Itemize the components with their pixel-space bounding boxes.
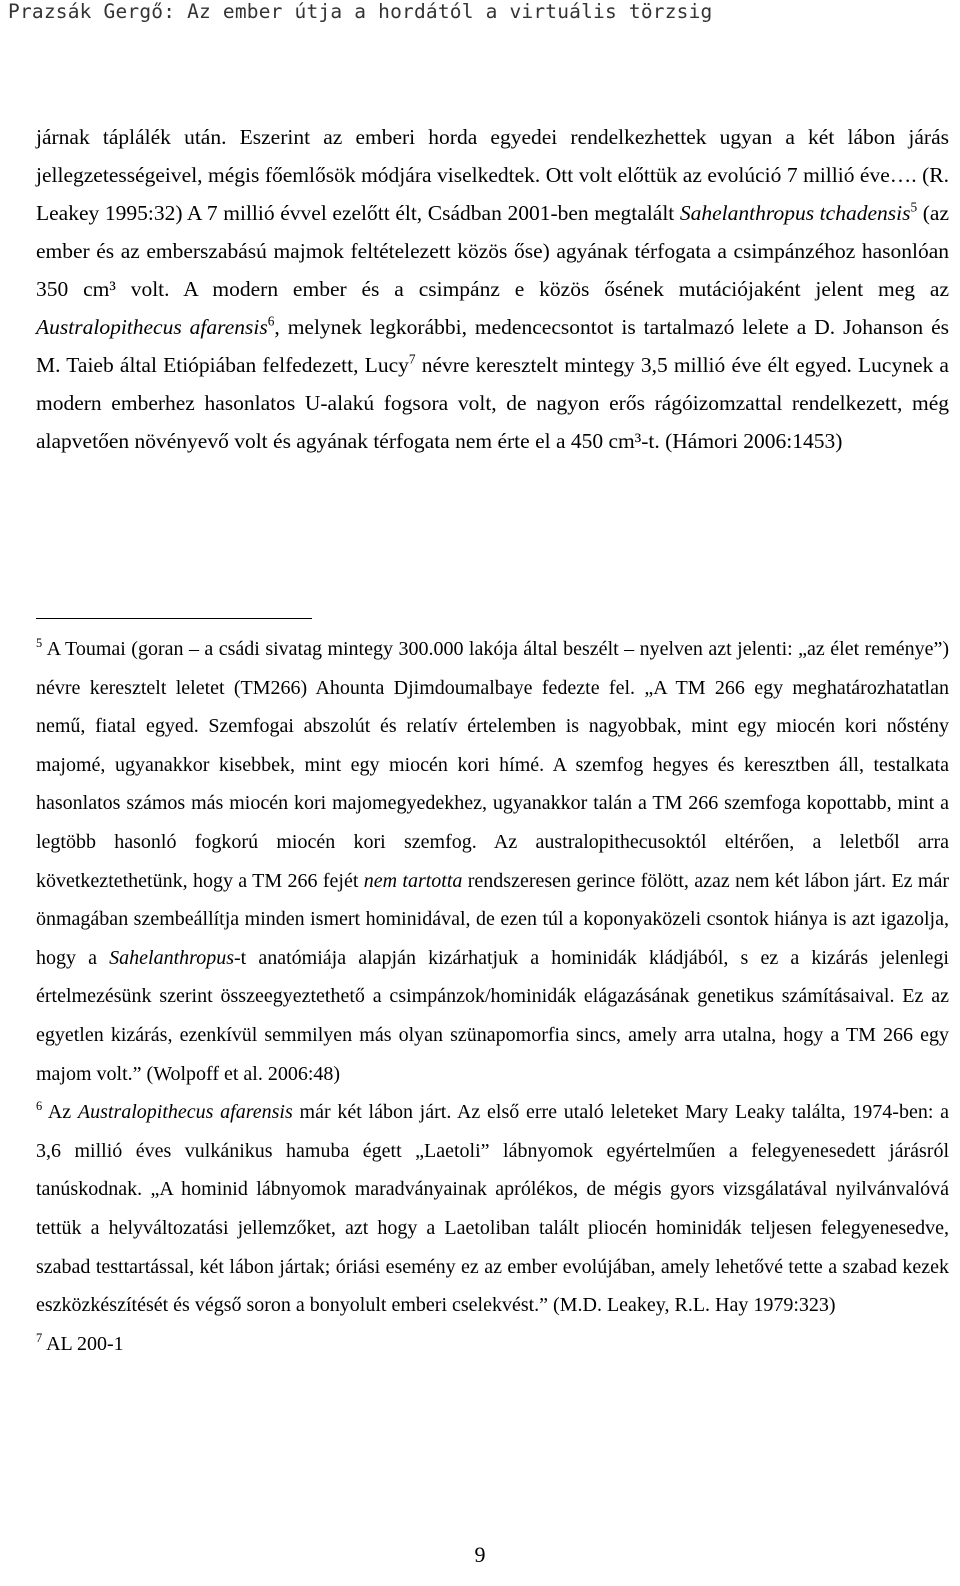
footnote-text: már két lábon járt. Az első erre utaló leleteket Mary Leaky találta, 1974-ben: a 3,6 millió éves vulkánikus hamuba égett „Laetoli” lábnyomok egyértelműen a felegyenesedett járásról tanúskodnak. „A hominid lábnyomok maradványainak aprólékos, de mégis gyors vizsgálatával nyilvánvalóvá tettük a helyváltozatási jellemzőket, azt hogy a Laetoliban talált pliocén hominidák teljesen felegyenesedve, szabad testtartással, két lábon jártak; óriási esemény ez az ember evolújában, amely lehetővé tette a szabad kezek eszközkészítését és végső soron a bonyolult emberi cselekvést.” (M.D. Leakey, R.L. Hay 1979:323) [36, 1101, 949, 1317]
footnote-text: AL 200-1 [42, 1332, 124, 1355]
taxon-name: Australopithecus afarensis [77, 1101, 293, 1124]
footnote-italic: nem tartotta [363, 869, 463, 892]
taxon-name: Sahelanthropus tchadensis [679, 201, 911, 225]
body-paragraph [36, 118, 949, 460]
footnote-ref-6: 6 [267, 313, 275, 329]
footnote-number: 6 [36, 1099, 43, 1114]
footnote-number: 7 [36, 1330, 43, 1345]
footnote-text: A Toumai (goran – a csádi sivatag mintegy 300.000 lakója által beszélt – nyelven azt jelenti: „az élet reménye”) névre keresztelt leletet (TM266) Ahounta Djimdoumalbaye fedezte fel. „A TM 266 egy meghatározhatatlan nemű, fiatal egyed. Szemfogai abszolút és relatív értelemben is nagyobbak, mint egy miocén kori nőstény majomé, ugyanakkor kisebbek, mint egy miocén kori hímé. A szemfog hegyes és keresztben áll, testalkata hasonlatos számos más miocén kori majomegyedekhez, ugyanakkor talán a TM 266 szemfoga kopottabb, mint a legtöbb hasonló fogkorú miocén kori szemfog. Az australopithecusoktól eltérően, a leletből arra következtethetünk, hogy a TM 266 fejét [36, 638, 949, 892]
footnote-separator [36, 618, 312, 619]
footnote-ref-7: 7 [408, 351, 416, 367]
footnote-5 [36, 630, 949, 1093]
footnote-7 [36, 1325, 949, 1364]
page-number: 9 [474, 1542, 486, 1567]
footnote-text: rendszeresen gerince fölött, azaz nem két lábon járt. Ez már önmagában szembeállítja minden ismert hominidával, de ezen túl a koponyaközeli csontok hiánya is azt igazolja, hogy a [36, 869, 949, 969]
body-text: (az ember és az emberszabású majmok feltételezett közös őse) agyának térfogata a csimpánzéhoz hasonlóan 350 cm³ volt. A modern ember és a csimpánz e közös ősének mutációjaként jelent meg az [36, 201, 949, 301]
body-text: járnak táplálék után. Eszerint az emberi horda egyedei rendelkezhettek ugyan a két lábon járás jellegzetességeivel, mégis főemlősök módjára viselkedtek. Ott volt előttük az evolúció 7 millió éve…. (R. Leakey 1995:32) A 7 millió évvel ezelőtt élt, Csádban 2001-ben megtalált [36, 125, 949, 225]
running-header: Prazsák Gergő: Az ember útja a hordától a virtuális törzsig [8, 0, 713, 23]
footnote-text: -t anatómiája alapján kizárhatjuk a hominidák kládjából, s ez a kizárás jelenlegi értelmezésünk szerint összeegyeztethető a csimpánzok/hominidák elágazásának genetikus számításaival. Ez az egyetlen kizárás, ezenkívül semmilyen más olyan szünapomorfia sincs, amely arra utalna, hogy a TM 266 egy majom volt.” (Wolpoff et al. 2006:48) [36, 946, 949, 1085]
footnote-6 [36, 1093, 949, 1325]
body-text: névre keresztelt mintegy 3,5 millió éve élt egyed. Lucynek a modern emberhez hasonlatos U-alakú fogsora volt, de nagyon erős rágóizomzattal rendelkezett, még alapvetően növényevő volt és agyának térfogata nem érte el a 450 cm³-t. (Hámori 2006:1453) [36, 353, 949, 453]
taxon-name: Sahelanthropus [109, 946, 234, 969]
footnote-number: 5 [36, 635, 43, 650]
footnotes [36, 630, 949, 1363]
footnote-ref-5: 5 [910, 199, 918, 215]
taxon-name: Australopithecus afarensis [36, 315, 268, 339]
body-text: , melynek legkorábbi, medencecsontot is tartalmazó lelete a D. Johanson és M. Taieb által Etiópiában felfedezett, Lucy [36, 315, 949, 377]
footnote-text: Az [42, 1101, 78, 1124]
